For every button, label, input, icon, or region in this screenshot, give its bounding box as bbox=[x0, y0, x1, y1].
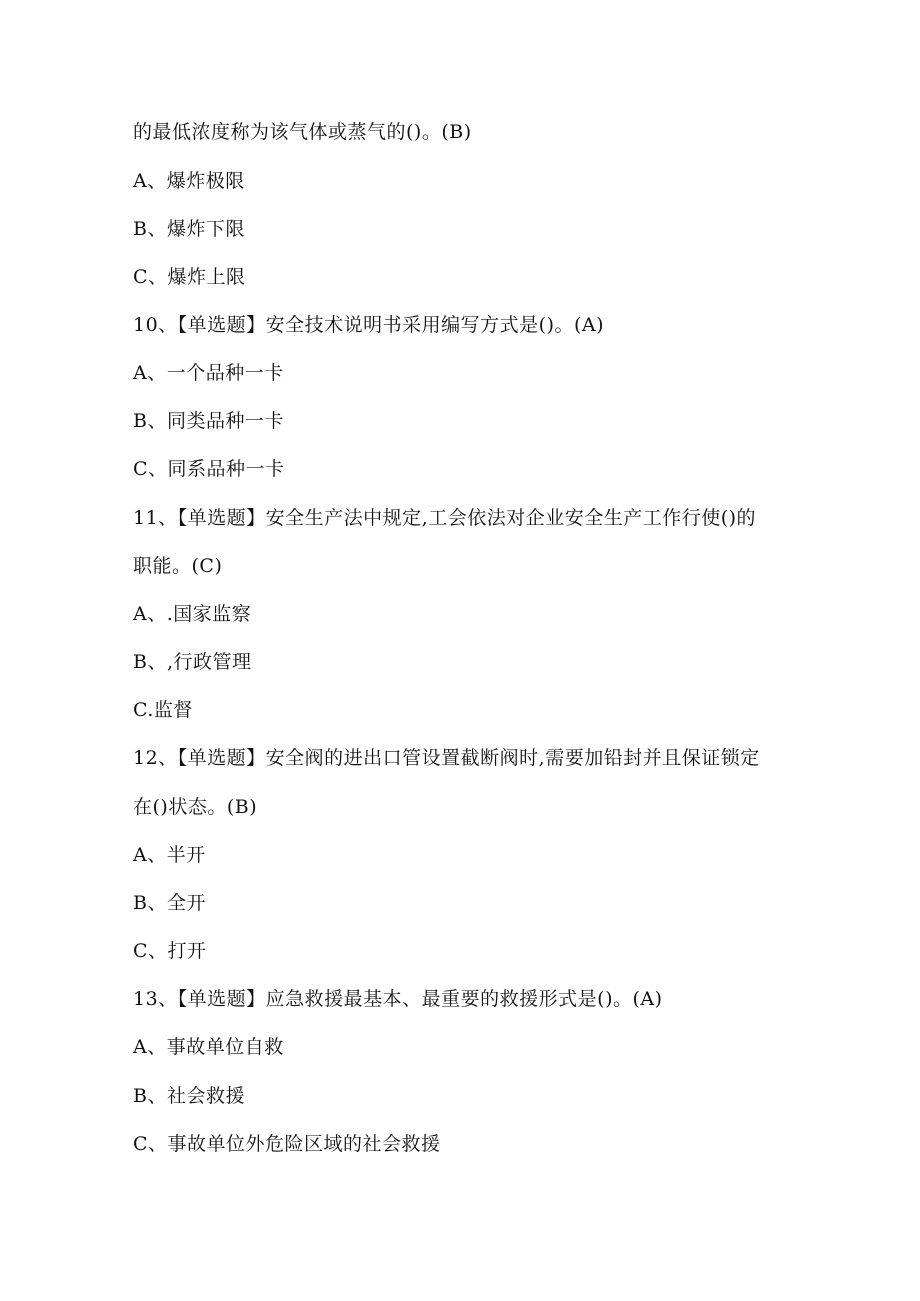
q12-option-a: A、半开 bbox=[133, 844, 206, 866]
q11-option-b: B、,行政管理 bbox=[133, 651, 252, 673]
q12-stem: 12、【单选题】安全阀的进出口管设置截断阀时,需要加铅封并且保证锁定 bbox=[133, 747, 760, 769]
q11-option-a: A、.国家监察 bbox=[133, 603, 252, 625]
q11-stem: 11、【单选题】安全生产法中规定,工会依法对企业安全生产工作行使()的 bbox=[133, 507, 757, 529]
q13-option-c: C、事故单位外危险区域的社会救援 bbox=[133, 1133, 441, 1155]
q13-stem: 13、【单选题】应急救援最基本、最重要的救援形式是()。(A) bbox=[133, 988, 663, 1010]
q9-option-c: C、爆炸上限 bbox=[133, 266, 246, 288]
q12-option-b: B、全开 bbox=[133, 892, 206, 914]
q9-option-b: B、爆炸下限 bbox=[133, 218, 245, 240]
q9-option-a: A、爆炸极限 bbox=[133, 170, 245, 192]
q13-option-a: A、事故单位自救 bbox=[133, 1036, 284, 1058]
q12-stem-continuation: 在()状态。(B) bbox=[133, 796, 258, 818]
q11-option-c: C.监督 bbox=[133, 699, 193, 721]
q10-option-a: A、一个品种一卡 bbox=[133, 362, 284, 384]
q10-stem: 10、【单选题】安全技术说明书采用编写方式是()。(A) bbox=[133, 314, 605, 336]
q13-option-b: B、社会救援 bbox=[133, 1085, 245, 1107]
q11-stem-continuation: 职能。(C) bbox=[133, 555, 223, 577]
q12-option-c: C、打开 bbox=[133, 940, 207, 962]
q10-option-b: B、同类品种一卡 bbox=[133, 410, 284, 432]
q10-option-c: C、同系品种一卡 bbox=[133, 458, 285, 480]
q9-stem-continuation: 的最低浓度称为该气体或蒸气的()。(B) bbox=[133, 121, 472, 143]
